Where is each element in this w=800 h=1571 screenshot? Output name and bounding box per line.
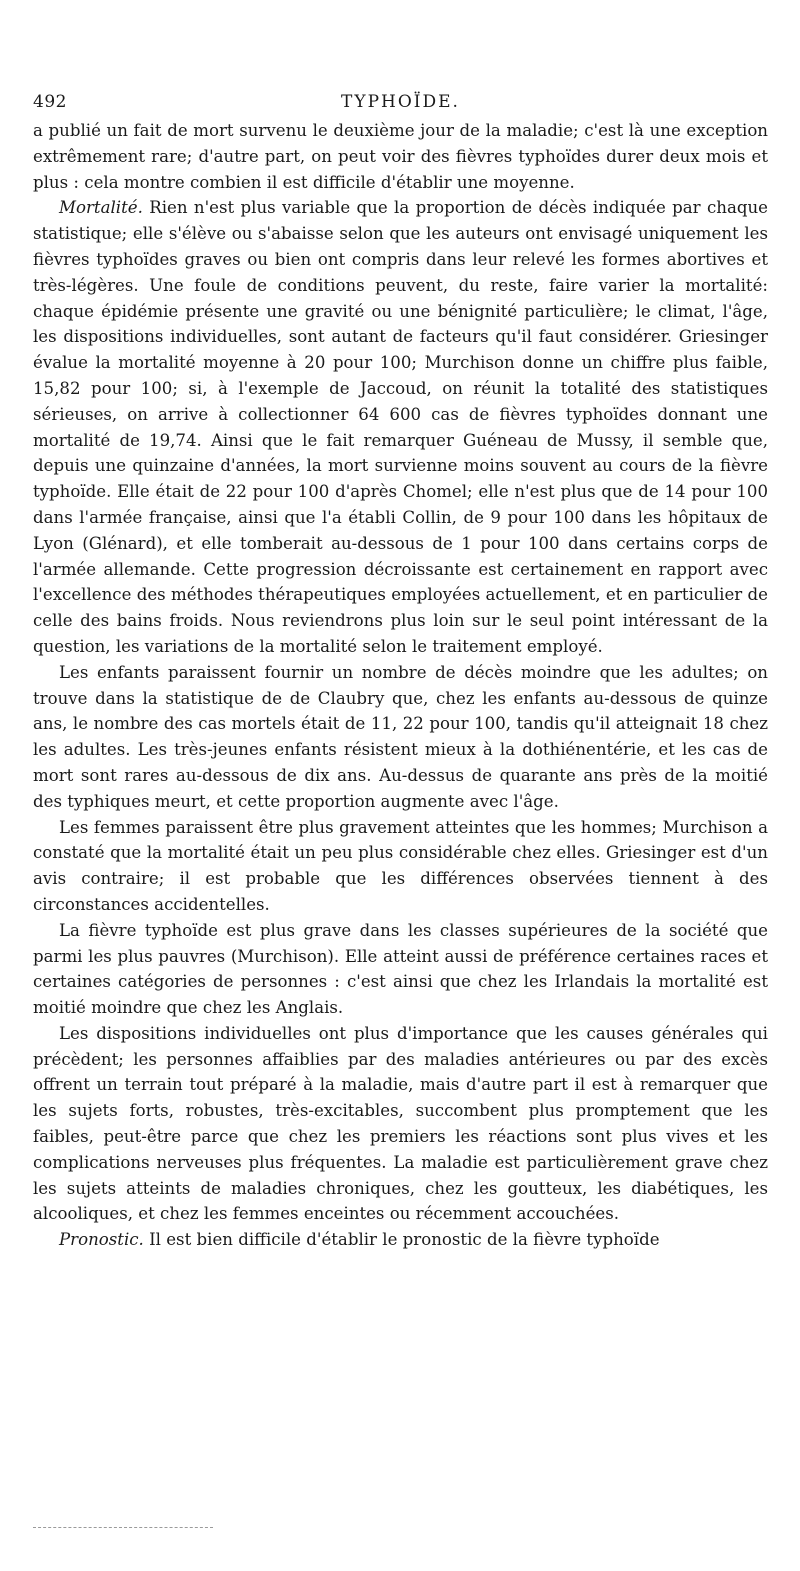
paragraph-text: Les femmes paraissent être plus gravement atteintes que les hommes; Murchison a constaté que la mortalité était un peu plus considérable chez elles. Griesinger est d'un avis contraire; il est probable que les différences observées tiennent à des circonstances accidentelles. (33, 817, 768, 914)
paragraph-text: Les enfants paraissent fournir un nombre de décès moindre que les adultes; on trouve dans la statistique de de Claubry que, chez les enfants au-dessous de quinze ans, le nombre des cas mortels était de 11, 22 pour 100, tandis qu'il atteignait 18 chez les adultes. Les très-jeunes enfants résistent mieux à la dothiénentérie, et les cas de mort sont rares au-dessous de dix ans. Au-dessus de quarante ans près de la moitié des typhiques meurt, et cette proportion augmente avec l'âge. (33, 662, 768, 811)
paragraph-dispositions (33, 1021, 768, 1227)
run-in-heading-mortalite: Mortalité. (59, 198, 143, 218)
paragraph-femmes (33, 815, 768, 918)
paragraph-pronostic (33, 1227, 768, 1253)
paragraph-mortalite (33, 195, 768, 659)
paragraph-text: Il est bien difficile d'établir le pronostic de la fièvre typhoïde (143, 1230, 660, 1250)
body-text (33, 118, 768, 1253)
page-number: 492 (33, 92, 67, 112)
footer-divider (33, 1527, 213, 1528)
page-header (33, 92, 768, 118)
paragraph-text: a publié un fait de mort survenu le deuxième jour de la maladie; c'est là une exception extrêmement rare; d'autre part, on peut voir des fièvres typhoïdes durer deux mois et plus : cela montre combien il est difficile d'établir une moyenne. (33, 121, 768, 192)
paragraph-classes (33, 918, 768, 1021)
paragraph-enfants (33, 660, 768, 815)
paragraph-continuation (33, 118, 768, 195)
paragraph-text: La fièvre typhoïde est plus grave dans les classes supérieures de la société que parmi les plus pauvres (Murchison). Elle atteint aussi de préférence certaines races et certaines catégories de personnes : c'est ainsi que chez les Irlandais la mortalité est moitié moindre que chez les Anglais. (33, 920, 768, 1018)
document-page (33, 92, 768, 1253)
paragraph-text: Les dispositions individuelles ont plus d'importance que les causes générales qui précèdent; les personnes affaiblies par des maladies antérieures ou par des excès offrent un terrain tout préparé à la maladie, mais d'autre part il est à remarquer que les sujets forts, robustes, très-excitables, succombent plus promptement que les faibles, peut-être parce que chez les premiers les réactions sont plus vives et les complications nerveuses plus fréquentes. La maladie est particulièrement grave chez les sujets atteints de maladies chroniques, chez les goutteux, les diabétiques, les alcooliques, et chez les femmes enceintes ou récemment accouchées. (33, 1023, 768, 1224)
run-in-heading-pronostic: Pronostic. (59, 1230, 144, 1250)
paragraph-text: Rien n'est plus variable que la proportion de décès indiquée par chaque statistique; elle s'élève ou s'abaisse selon que les auteurs ont envisagé uniquement les fièvres typhoïdes graves ou bien ont compris dans leur relevé les formes abortives et très-légères. Une foule de conditions peuvent, du reste, faire varier la mortalité: chaque épidémie présente une gravité ou une bénignité particulière; le climat, l'âge, les dispositions individuelles, sont autant de facteurs qu'il faut considérer. Griesinger évalue la mortalité moyenne à 20 pour 100; Murchison donne un chiffre plus faible, 15,82 pour 100; si, à l'exemple de Jaccoud, on réunit la totalité des statistiques sérieuses, on arrive à collectionner 64 600 cas de fièvres typhoïdes donnant une mortalité de 19,74. Ainsi que le fait remarquer Guéneau de Mussy, il semble que, depuis une quinzaine d'années, la mort survienne moins souvent au cours de la fièvre typhoïde. Elle était de 22 pour 100 d'après Chomel; elle n'est plus que de 14 pour 100 dans l'armée française, ainsi que l'a établi Collin, de 9 pour 100 dans les hôpitaux de Lyon (Glénard), et elle tomberait au-dessous de 1 pour 100 dans certains corps de l'armée allemande. Cette progression décroissante est certainement en rapport avec l'excellence des méthodes thérapeutiques employées actuellement, et en particulier de celle des bains froids. Nous reviendrons plus loin sur le seul point intéressant de la question, les variations de la mortalité selon le traitement employé. (33, 198, 768, 656)
running-title: TYPHOÏDE. (341, 92, 460, 112)
